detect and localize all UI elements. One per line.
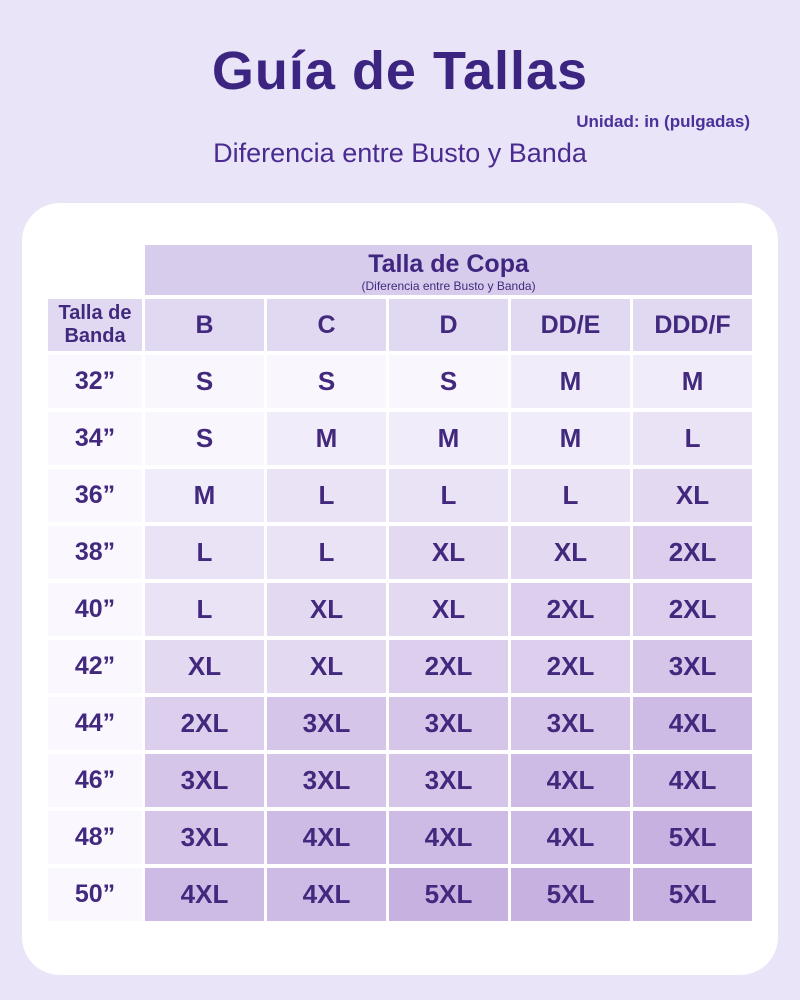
size-cell: 2XL xyxy=(633,526,752,579)
band-size-value: 36” xyxy=(48,469,142,522)
size-cell: 3XL xyxy=(145,754,264,807)
size-cell: XL xyxy=(267,583,386,636)
size-cell: M xyxy=(267,412,386,465)
size-cell: S xyxy=(267,355,386,408)
table-row xyxy=(48,640,752,693)
size-cell: L xyxy=(267,469,386,522)
size-cell: L xyxy=(389,469,508,522)
size-cell: 4XL xyxy=(389,811,508,864)
size-cell: 4XL xyxy=(267,811,386,864)
size-cell: 3XL xyxy=(145,811,264,864)
band-size-value: 40” xyxy=(48,583,142,636)
page-title: Guía de Tallas xyxy=(211,41,589,101)
size-cell: M xyxy=(389,412,508,465)
size-cell: 3XL xyxy=(267,697,386,750)
cup-group-header-row xyxy=(48,245,752,295)
size-cell: 4XL xyxy=(633,697,752,750)
size-cell: L xyxy=(511,469,630,522)
size-chart-card xyxy=(22,203,778,975)
size-cell: L xyxy=(145,583,264,636)
table-row xyxy=(48,697,752,750)
band-size-value: 50” xyxy=(48,868,142,921)
size-cell: 2XL xyxy=(511,583,630,636)
table-row xyxy=(48,355,752,408)
band-size-header: Talla de Banda xyxy=(48,299,142,351)
band-size-value: 44” xyxy=(48,697,142,750)
size-cell: L xyxy=(633,412,752,465)
corner-spacer xyxy=(48,245,142,295)
size-cell: XL xyxy=(389,526,508,579)
band-size-value: 42” xyxy=(48,640,142,693)
size-cell: 5XL xyxy=(633,811,752,864)
size-cell: S xyxy=(389,355,508,408)
size-cell: M xyxy=(633,355,752,408)
table-row xyxy=(48,754,752,807)
table-row xyxy=(48,868,752,921)
cup-size-group-header xyxy=(145,245,752,295)
table-row xyxy=(48,811,752,864)
band-size-value: 34” xyxy=(48,412,142,465)
table-row xyxy=(48,412,752,465)
size-cell: 2XL xyxy=(633,583,752,636)
size-cell: 5XL xyxy=(511,868,630,921)
size-cell: XL xyxy=(633,469,752,522)
size-cell: XL xyxy=(511,526,630,579)
unit-note: Unidad: in (pulgadas) xyxy=(576,112,750,131)
size-cell: M xyxy=(511,355,630,408)
size-chart-table xyxy=(45,241,755,925)
table-row xyxy=(48,583,752,636)
band-size-value: 32” xyxy=(48,355,142,408)
size-cell: 3XL xyxy=(267,754,386,807)
column-header-row xyxy=(48,299,752,351)
table-row xyxy=(48,526,752,579)
size-cell: 3XL xyxy=(389,697,508,750)
size-cell: 3XL xyxy=(511,697,630,750)
size-cell: 2XL xyxy=(389,640,508,693)
size-cell: XL xyxy=(267,640,386,693)
size-cell: 5XL xyxy=(389,868,508,921)
size-cell: 2XL xyxy=(511,640,630,693)
size-cell: 3XL xyxy=(633,640,752,693)
column-header-b: B xyxy=(145,299,264,351)
band-size-value: 38” xyxy=(48,526,142,579)
page-subtitle: Diferencia entre Busto y Banda xyxy=(213,138,587,168)
size-cell: M xyxy=(511,412,630,465)
size-cell: XL xyxy=(389,583,508,636)
size-cell: 4XL xyxy=(633,754,752,807)
size-cell: 4XL xyxy=(511,811,630,864)
size-cell: 4XL xyxy=(511,754,630,807)
cup-size-title: Talla de Copa xyxy=(368,249,529,278)
size-cell: 4XL xyxy=(145,868,264,921)
size-cell: 3XL xyxy=(389,754,508,807)
cup-size-subtitle: (Diferencia entre Busto y Banda) xyxy=(361,279,536,294)
size-cell: 2XL xyxy=(145,697,264,750)
band-size-value: 46” xyxy=(48,754,142,807)
size-cell: S xyxy=(145,355,264,408)
column-header-d: D xyxy=(389,299,508,351)
column-header-ddd-f: DDD/F xyxy=(633,299,752,351)
size-cell: 5XL xyxy=(633,868,752,921)
table-row xyxy=(48,469,752,522)
band-size-value: 48” xyxy=(48,811,142,864)
size-cell: M xyxy=(145,469,264,522)
size-cell: 4XL xyxy=(267,868,386,921)
size-cell: L xyxy=(145,526,264,579)
column-header-dd-e: DD/E xyxy=(511,299,630,351)
column-header-c: C xyxy=(267,299,386,351)
size-cell: XL xyxy=(145,640,264,693)
size-cell: S xyxy=(145,412,264,465)
size-cell: L xyxy=(267,526,386,579)
